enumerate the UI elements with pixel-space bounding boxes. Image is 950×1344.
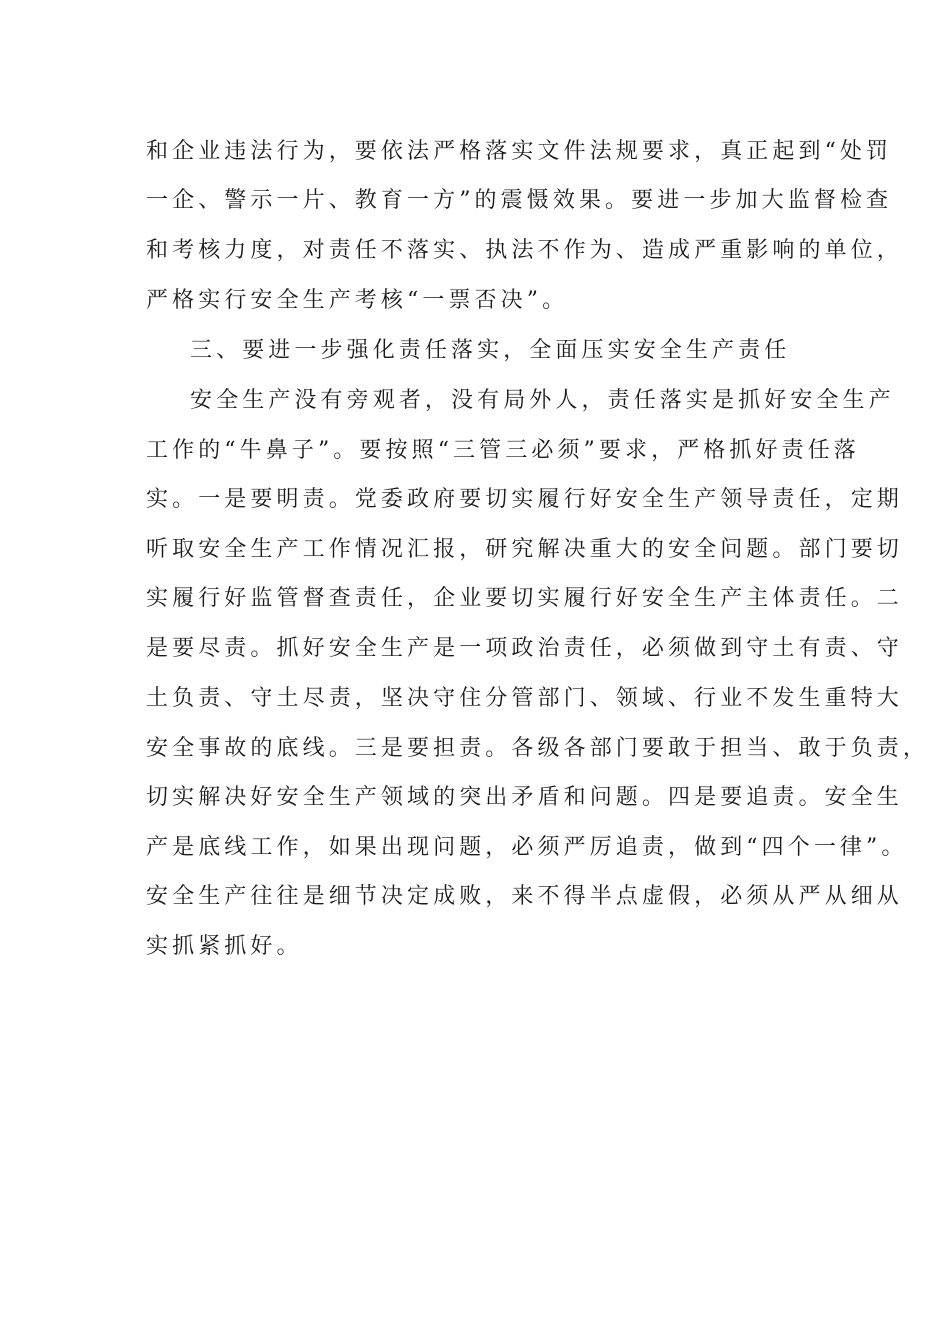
body-text-line: 安全生产没有旁观者，没有局外人，责任落实是抓好安全生产 — [190, 388, 895, 413]
body-text-line: 产是底线工作，如果出现问题，必须严厉追责，做到“四个一律”。 — [146, 835, 908, 860]
body-text-line: 切实解决好安全生产领域的突出矛盾和问题。四是要追责。安全生 — [146, 785, 903, 810]
body-text-line: 和考核力度，对责任不落实、执法不作为、造成严重影响的单位， — [146, 238, 903, 263]
body-text-line: 安全生产往往是细节决定成败，来不得半点虚假，必须从严从细从 — [146, 884, 903, 909]
body-text-line: 是要尽责。抓好安全生产是一项政治责任，必须做到守土有责、守 — [146, 636, 903, 661]
body-text-line: 和企业违法行为，要依法严格落实文件法规要求，真正起到“处罚 — [146, 139, 893, 164]
body-text-line: 听取安全生产工作情况汇报，研究解决重大的安全问题。部门要切 — [146, 537, 903, 562]
body-text-line: 实。一是要明责。党委政府要切实履行好安全生产领导责任，定期 — [146, 487, 903, 512]
body-text-line: 安全事故的底线。三是要担责。各级各部门要敢于担当、敢于负责， — [146, 736, 930, 761]
body-text-line: 实抓紧抓好。 — [146, 934, 303, 959]
section-heading: 三、要进一步强化责任落实，全面压实安全生产责任 — [190, 338, 791, 363]
body-text-line: 工作的“牛鼻子”。要按照“三管三必须”要求，严格抓好责任落 — [146, 438, 860, 463]
body-text-line: 一企、警示一片、教育一方”的震慑效果。要进一步加大监督检查 — [146, 188, 893, 213]
body-text-line: 实履行好监管督查责任，企业要切实履行好安全生产主体责任。二 — [146, 586, 903, 611]
body-text-line: 严格实行安全生产考核“一票否决”。 — [146, 288, 569, 313]
body-text-line: 土负责、守土尽责，坚决守住分管部门、领域、行业不发生重特大 — [146, 686, 903, 711]
